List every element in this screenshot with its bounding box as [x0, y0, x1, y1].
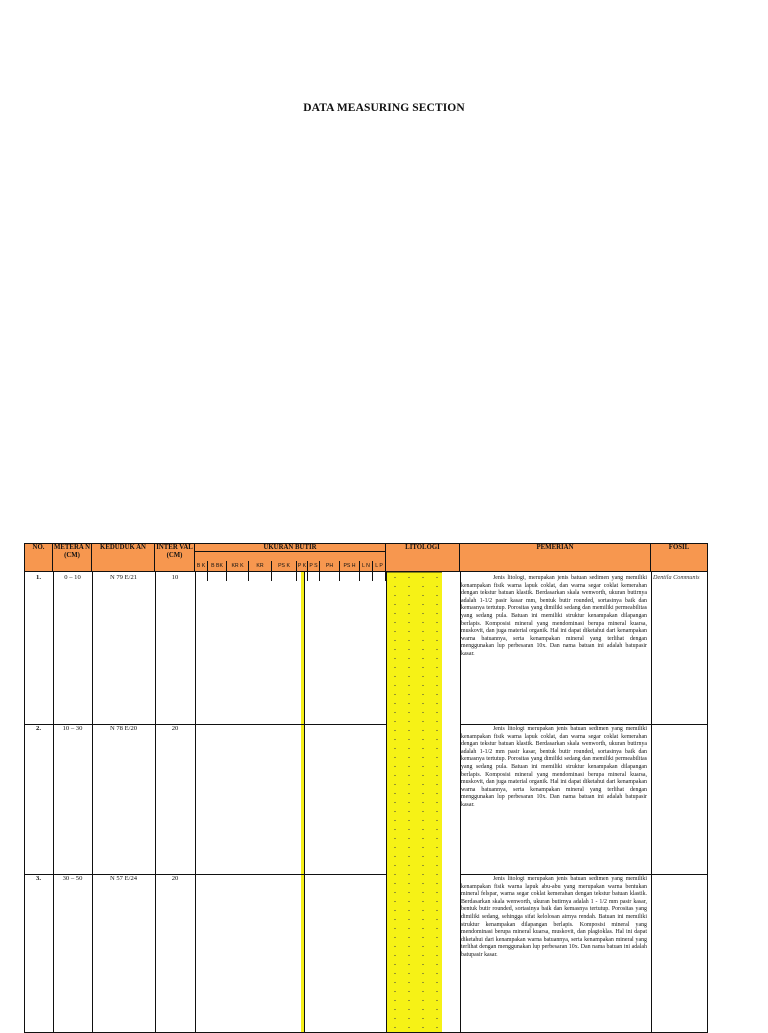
ukuran-sub-ps: P S	[308, 561, 320, 581]
header-no: NO.	[24, 543, 53, 572]
ukuran-sub-bk: B K	[195, 561, 208, 581]
document-title: DATA MEASURING SECTION	[303, 102, 465, 114]
ukuran-sub-kr: KR	[249, 561, 272, 581]
row3-meteran: 30 – 50	[62, 875, 83, 882]
row2-kedudukan: N 78 E/20	[109, 725, 138, 732]
row2-interval: 20	[171, 725, 179, 732]
header-litologi: LITOLOGI	[386, 543, 460, 572]
row3-kedudukan: N 57 E/24	[109, 875, 138, 882]
ukuran-sub-psh: PS H	[340, 561, 360, 581]
ukuran-sub-ln: L N	[360, 561, 373, 581]
ukuran-sub-row	[195, 552, 386, 572]
header-fosil: FOSIL	[651, 543, 708, 572]
measuring-section-table	[24, 543, 708, 1033]
litologi-column-fill	[386, 572, 442, 1033]
row1-meteran: 0 – 10	[64, 574, 81, 581]
ukuran-sub-pk: P K	[297, 561, 308, 581]
ukuran-sub-krk: KR K	[227, 561, 249, 581]
ukuran-sub-lp: L P	[373, 561, 386, 581]
row2-no: 2.	[36, 725, 41, 732]
row3-pemerian: Jenis litologi merupakan jenis batuan sedimen yang memiliki kenampakan fisik warna lapuk abu-abu yang merupakan warna bentukan mineral felspar, warna segar coklat kemerahan dengan tekstur batuan klastik. Berdasarkan skala wenworth, ukuran butirnya adalah 1 - 1/2 mm pasir kasar, bentuk butir rounded, sortasinya baik dan kemasnya tertutup. Porositas yang dimiliki sedang, sehingga sifat kelolosan airnya rendah. Batuan ini memiliki struktur kenampakan dilapangan berlapis. Komposisi mineral yang mendominasi berupa mineral kuarsa, muskovit, dan plagioklas. Hal ini dapat diketahui dari kenampakan warna batuannya, serta kenampakan mineral yang terlihat dengan menggunakan lup perbesaran 10x. Dan nama batuan ini adalah batupasir kasar.	[461, 876, 647, 958]
row1-no: 1.	[36, 574, 41, 581]
row3-interval: 20	[171, 875, 179, 882]
header-ukuran-butir: UKURAN BUTIR	[195, 543, 386, 552]
ukuran-sub-bbk: B BK	[208, 561, 227, 581]
ukuran-sub-psk: PS K	[272, 561, 297, 581]
header-interval: INTER VAL (CM)	[155, 543, 195, 572]
row1-interval: 10	[171, 574, 179, 581]
row1-kedudukan: N 79 E/21	[109, 574, 138, 581]
header-meteran: METERA N (CM)	[53, 543, 92, 572]
row2-pemerian: Jenis litologi merupakan jenis batuan sedimen yang memiliki kenampakan fisik warna lapuk coklat, dan warna segar coklat kemerahan dengan tekstur batuan klastik. Berdasarkan skala wenworth, ukuran butirnya adalah 1-1/2 mm pasir kasar, bentuk butir rounded, sortasinya baik dan kemasnya tertutup. Porositas yang dimiliki sedang dan memiliki permeabilitas yang sedang pula. Batuan ini memiliki struktur kenampakan dilapangan berlapis. Komposisi mineral yang mendominasi berupa mineral kuarsa, muskovit, dan juga material organik. Hal ini dapat diketahui dari kenampakan warna batuannya, serta kenampakan mineral yang terlihat dengan menggunakan lup perbesaran 10x. Dan nama batuan ini adalah batupasir kasar.	[461, 726, 647, 808]
header-kedudukan: KEDUDUK AN	[92, 543, 155, 572]
row3-no: 3.	[36, 875, 41, 882]
row1-pemerian: Jenis litologi, merupakan jenis batuan sedimen yang memiliki kenampakan fisik warna lapuk coklat, dan warna segar coklat kemerahan dengan tekstur batuan klastik. Berdasarkan skala wenworth, ukuran butirnya adalah 1-1/2 pasir kasar mm, bentuk butir rounded, sortasinya baik dan kemasnya tertutup. Porositas yang dimiliki sedang dan memiliki permeabilitas yang sedang pula. Batuan ini memiliki struktur kenampakan dilapangan berlapis. Komposisi mineral yang mendominasi berupa mineral kuarsa, muskovit, dan juga material organik. Hal ini dapat diketahui dari kenampakan warna batuannya, serta kenampakan mineral yang terlihat dengan menggunakan lup perbesaran 10x. Dan nama batuan ini adalah batupasir kasar.	[461, 575, 647, 657]
row2-meteran: 10 – 30	[62, 725, 83, 732]
ukuran-sub-ph: PH	[320, 561, 340, 581]
row1-fosil: Dentila Communis	[653, 574, 700, 581]
header-pemerian: PEMERIAN	[460, 543, 651, 572]
